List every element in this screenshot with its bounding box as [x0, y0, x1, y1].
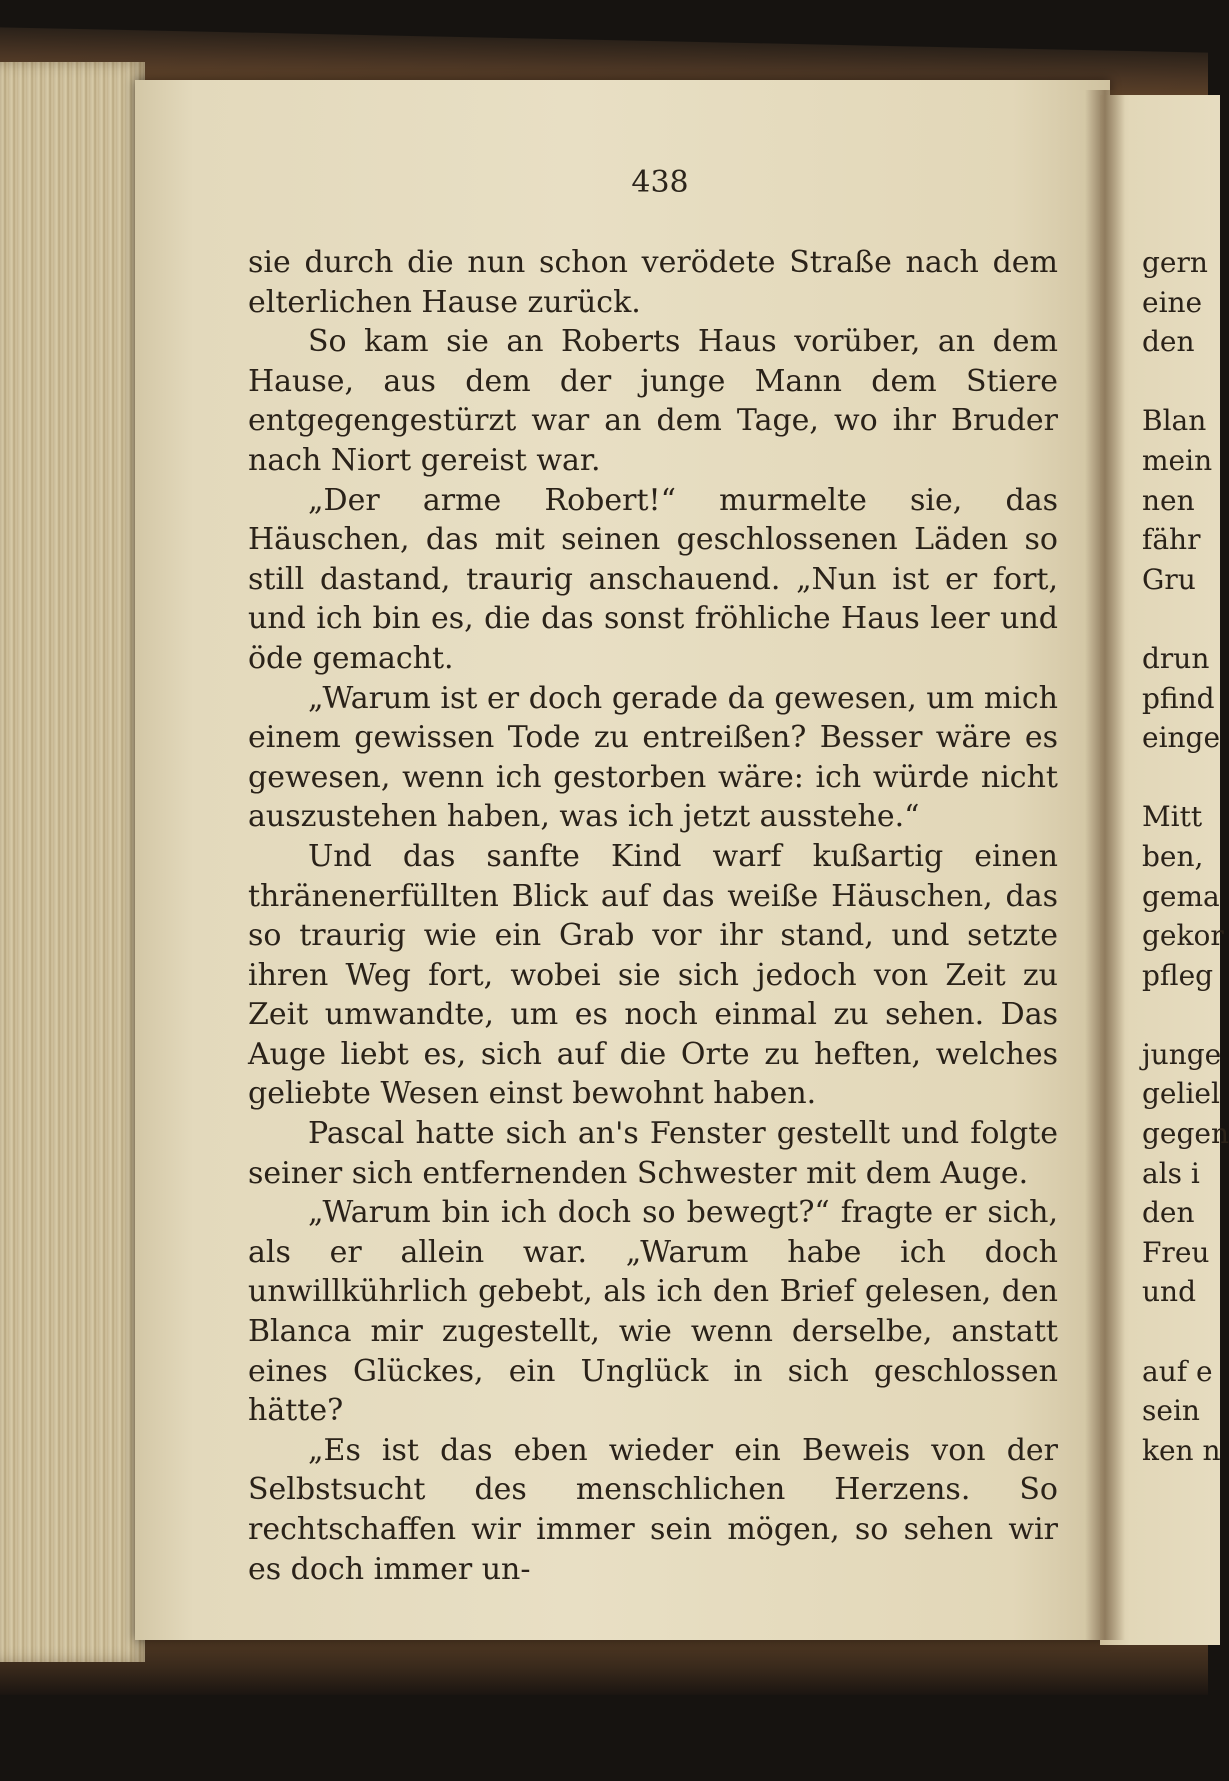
facing-line: [1142, 362, 1212, 402]
facing-line: den: [1142, 1196, 1195, 1230]
facing-line: pfind: [1142, 681, 1215, 715]
paragraph: „Der arme Robert!“ murmelte sie, das Häuschen, das mit seinen geschlossenen Läden so still dastand, traurig anschauend. „Nun ist er fort, und ich bin es, die das sonst fröhliche Haus leer und öde gemacht.: [248, 482, 1058, 676]
book-gutter: [1085, 90, 1125, 1640]
facing-line: Gru: [1142, 562, 1196, 596]
facing-line: Freu: [1142, 1235, 1210, 1269]
facing-line: eine: [1142, 285, 1203, 319]
facing-page-text: [1142, 243, 1229, 1470]
facing-line: ben,: [1142, 839, 1204, 873]
facing-line: sein: [1142, 1394, 1200, 1428]
paragraph: Und das sanfte Kind warf kußartig einen thränenerfüllten Blick auf das weiße Häuschen, das so traurig wie ein Grab vor ihr stand, und setzte ihren Weg fort, wobei sie sich jedoch von Zeit zu Zeit umwandte, um es noch einmal zu sehen. Das Auge liebt es, sich auf die Orte zu heften, welches geliebte Wesen einst bewohnt haben.: [248, 838, 1058, 1112]
facing-line: [1142, 1312, 1212, 1352]
facing-line: mein: [1142, 443, 1213, 477]
facing-line: gekor: [1142, 919, 1224, 953]
facing-line: als i: [1142, 1156, 1200, 1190]
facing-line: pfleg: [1142, 958, 1214, 992]
facing-line: fähr: [1142, 523, 1201, 557]
paragraph: sie durch die nun schon verödete Straße nach dem elterlichen Hause zurück.: [248, 245, 1058, 320]
paragraph: So kam sie an Roberts Haus vorüber, an dem Hause, aus dem der junge Mann dem Stiere entgegengestürzt war an dem Tage, wo ihr Bruder nach Niort gereist war.: [248, 324, 1058, 478]
facing-line: gema: [1142, 879, 1220, 913]
facing-line: und: [1142, 1275, 1196, 1309]
facing-line: Blan: [1142, 404, 1207, 438]
page-body-text: [248, 243, 1058, 1589]
facing-line: ken n: [1142, 1433, 1221, 1467]
facing-line: junge: [1142, 1037, 1222, 1071]
paragraph: „Es ist das eben wieder ein Beweis von der Selbstsucht des menschlichen Herzens. So rechtschaffen wir immer sein mögen, so sehen wir es doch immer un-: [248, 1432, 1058, 1587]
facing-line: [1142, 995, 1212, 1035]
facing-line: geliel: [1142, 1077, 1220, 1111]
paragraph: „Warum ist er doch gerade da gewesen, um mich einem gewissen Tode zu entreißen? Besser wäre es gewesen, wenn ich gestorben wäre: ich würde nicht auszustehen haben, was ich jetzt ausstehe.“: [248, 680, 1058, 835]
facing-line: nen: [1142, 483, 1195, 517]
page-number: 438: [631, 165, 689, 200]
facing-line: drun: [1142, 641, 1210, 675]
page-edges: [0, 62, 145, 1662]
facing-line: Mitt: [1142, 800, 1203, 834]
paragraph: „Warum bin ich doch so bewegt?“ fragte er sich, als er allein war. „Warum habe ich doch unwillkührlich gebebt, als ich den Brief gelesen, den Blanca mir zugestellt, wie wenn derselbe, anstatt eines Glückes, ein Unglück in sich geschlossen hätte?: [248, 1195, 1058, 1429]
facing-line: den: [1142, 325, 1195, 359]
facing-line: gegen: [1142, 1117, 1229, 1151]
facing-line: auf e: [1142, 1354, 1213, 1388]
paragraph: Pascal hatte sich an's Fenster gestellt und folgte seiner sich entfernenden Schwester mit dem Auge.: [248, 1116, 1058, 1191]
facing-line: [1142, 758, 1212, 798]
facing-line: [1142, 599, 1212, 639]
facing-line: gern: [1142, 246, 1208, 279]
facing-line: einge: [1142, 721, 1221, 755]
